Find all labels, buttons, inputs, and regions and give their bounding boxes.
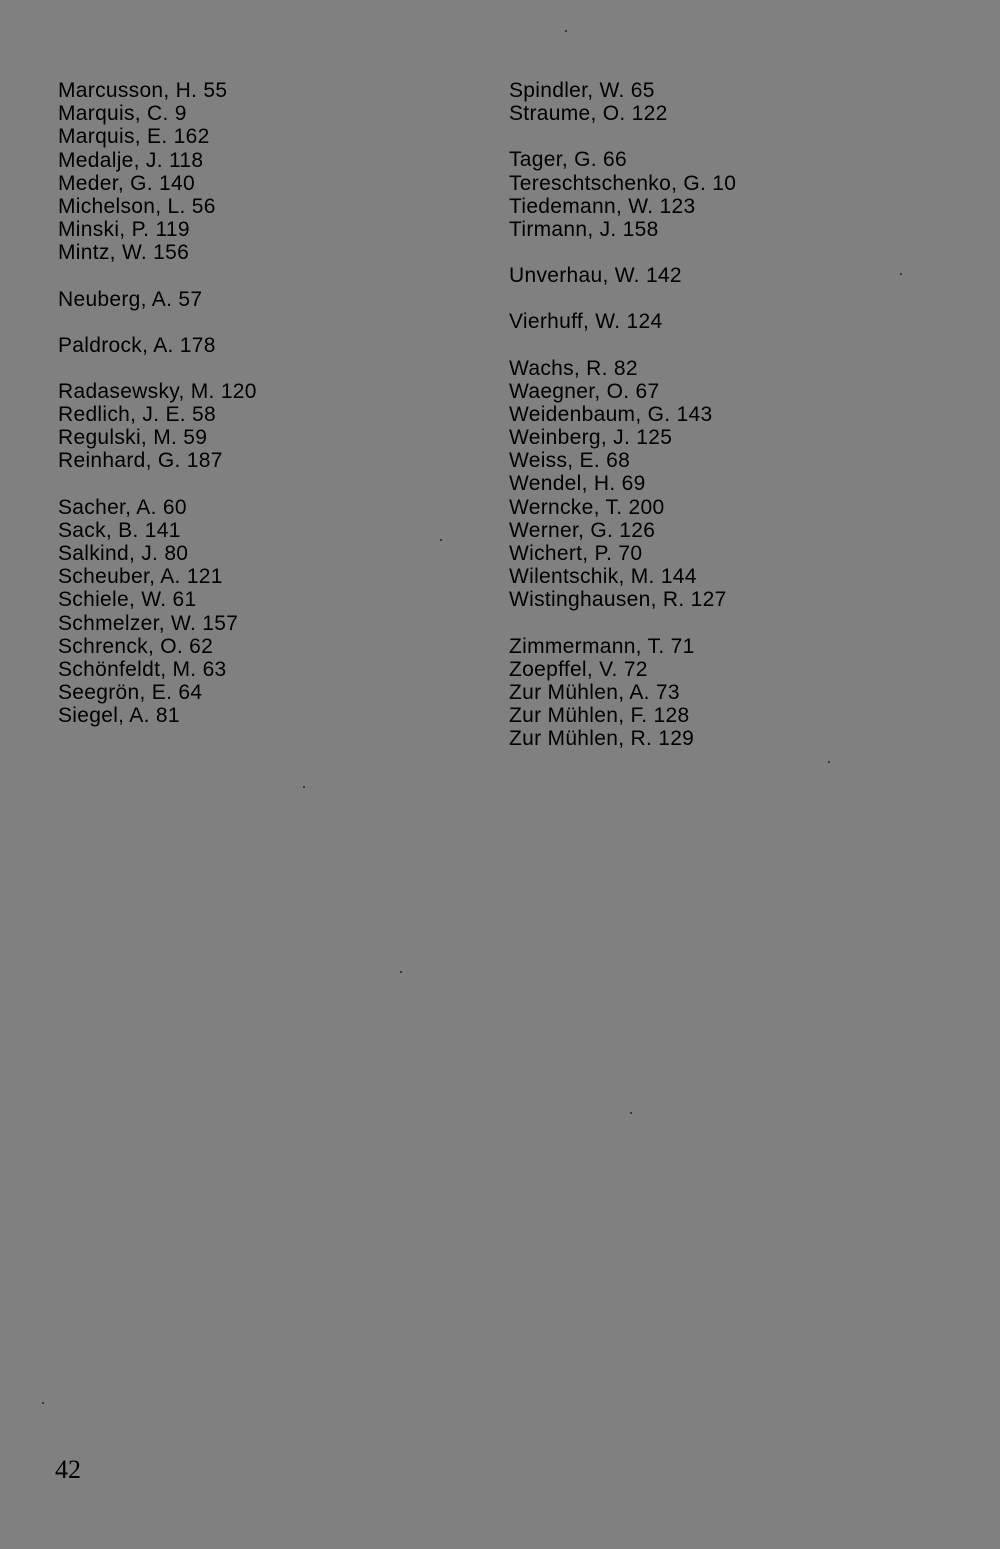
- index-letter-group: [509, 357, 929, 612]
- index-entry: Tager, G. 66: [509, 148, 628, 172]
- index-entry: Marquis, E. 162: [58, 125, 210, 149]
- index-entry: Sack, B. 141: [58, 518, 181, 542]
- index-letter-group: [58, 380, 478, 473]
- scan-speck: [400, 971, 402, 973]
- index-letter-group: [509, 79, 929, 125]
- index-column-right: [509, 79, 929, 774]
- index-entry: Sacher, A. 60: [58, 495, 187, 519]
- scan-speck: [828, 761, 830, 763]
- index-entry: Wendel, H. 69: [509, 472, 646, 496]
- index-entry: Neuberg, A. 57: [58, 287, 203, 311]
- index-entry: Meder, G. 140: [58, 171, 195, 195]
- index-entry: Waegner, O. 67: [509, 379, 660, 403]
- index-entry: Minski, P. 119: [58, 218, 190, 242]
- index-letter-group: [58, 496, 478, 728]
- index-column-left: [58, 79, 478, 751]
- index-entry: Mintz, W. 156: [58, 241, 190, 265]
- index-entry: Straume, O. 122: [509, 102, 668, 126]
- index-entry: Werncke, T. 200: [509, 495, 665, 519]
- index-letter-group: [58, 288, 478, 311]
- index-entry: Unverhau, W. 142: [509, 264, 682, 288]
- index-entry: Weidenbaum, G. 143: [509, 402, 713, 426]
- index-entry: Weiss, E. 68: [509, 449, 631, 473]
- index-entry: Radasewsky, M. 120: [58, 379, 257, 403]
- index-entry: Tereschtschenko, G. 10: [509, 171, 737, 195]
- index-entry: Seegrön, E. 64: [58, 681, 203, 705]
- index-entry: Regulski, M. 59: [58, 426, 208, 450]
- index-entry: Weinberg, J. 125: [509, 426, 673, 450]
- index-entry: Wistinghausen, R. 127: [509, 588, 727, 612]
- scan-speck: [900, 273, 902, 275]
- scan-speck: [303, 786, 305, 788]
- index-entry: Spindler, W. 65: [509, 79, 655, 102]
- index-entry: Zur Mühlen, R. 129: [509, 727, 695, 751]
- index-entry: Zimmermann, T. 71: [509, 634, 695, 658]
- index-entry: Medalje, J. 118: [58, 148, 204, 172]
- index-entry: Schiele, W. 61: [58, 588, 197, 612]
- index-entry: Paldrock, A. 178: [58, 333, 216, 357]
- index-entry: Scheuber, A. 121: [58, 565, 223, 589]
- index-entry: Schmelzer, W. 157: [58, 611, 239, 635]
- index-entry: Tirmann, J. 158: [509, 217, 659, 241]
- index-entry: Michelson, L. 56: [58, 194, 216, 218]
- index-entry: Vierhuff, W. 124: [509, 310, 663, 334]
- scan-speck: [630, 1112, 632, 1114]
- index-letter-group: [509, 148, 929, 241]
- scan-speck: [440, 539, 442, 541]
- index-entry: Zoepffel, V. 72: [509, 657, 648, 681]
- index-letter-group: [509, 635, 929, 751]
- index-entry: Reinhard, G. 187: [58, 449, 223, 473]
- index-entry: Marcusson, H. 55: [58, 79, 228, 102]
- index-entry: Schönfeldt, M. 63: [58, 657, 227, 681]
- index-entry: Salkind, J. 80: [58, 542, 189, 565]
- index-entry: Tiedemann, W. 123: [509, 194, 696, 218]
- scan-speck: [565, 30, 567, 32]
- index-entry: Zur Mühlen, F. 128: [509, 704, 690, 728]
- index-entry: Werner, G. 126: [509, 518, 656, 542]
- index-entry: Zur Mühlen, A. 73: [509, 680, 680, 704]
- index-entry: Wachs, R. 82: [509, 356, 638, 380]
- index-letter-group: [58, 79, 478, 265]
- index-entry: Schrenck, O. 62: [58, 634, 214, 658]
- scan-speck: [42, 1402, 44, 1404]
- index-letter-group: [58, 334, 478, 357]
- index-entry: Wichert, P. 70: [509, 542, 643, 565]
- page-number: 42: [55, 1455, 81, 1484]
- index-entry: Marquis, C. 9: [58, 102, 187, 126]
- index-entry: Redlich, J. E. 58: [58, 403, 217, 427]
- index-letter-group: [509, 264, 929, 287]
- index-entry: Siegel, A. 81: [58, 704, 180, 728]
- index-letter-group: [509, 310, 929, 333]
- index-entry: Wilentschik, M. 144: [509, 565, 697, 589]
